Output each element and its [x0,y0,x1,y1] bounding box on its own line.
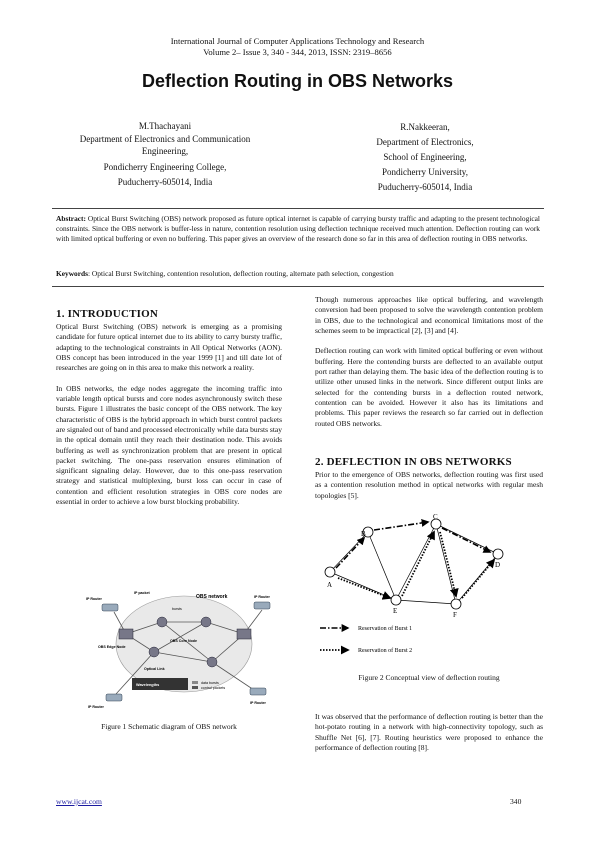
abstract-top-rule [52,208,544,209]
burst-1-path [336,522,490,568]
node-label-d: D [495,561,501,569]
figure-2-caption: Figure 2 Conceptual view of deflection routing [358,673,500,682]
left-column-text [56,322,282,518]
ip-router-icon [254,602,270,609]
author-name: M.Thachayani [138,121,192,131]
keywords-text: : Optical Burst Switching, contention resolution, deflection routing, alternate path selection, congestion [88,269,394,278]
journal-name: International Journal of Computer Applications Technology and Research [170,36,425,46]
ip-router-icon [102,604,118,611]
author-block-2 [330,120,520,195]
author-school: School of Engineering, [383,152,467,162]
network-links [330,524,501,604]
section-2-continued [315,712,543,763]
author-location: Puducherry-605014, India [377,182,473,192]
edge-node-icon [119,629,133,639]
ip-router-label: IP Router [88,705,104,709]
node-label-b: B [361,530,366,538]
paragraph: In OBS networks, the edge nodes aggregate the incoming traffic into variable length optical bursts and core nodes asynchronously switch these bursts. Figure 1 illustrates the basic concept of the OBS network. The key characteristic of OBS is the hybrid approach in which burst control packets are signaled out of band and processed electronically while data bursts stay in the optical domain until they reach their destination node. This avoids buffering as well as synchronization problem that are present in optical packet switching. The one-pass reservation ensures elimination of significant signaling delay. However, due to this one-pass reservation strategy and statistical multiplexing, burst loss can occur in case of contention and efficient resolution strategies in OBS core nodes are essential in order to achieve a low burst blocking probability. [56,383,282,507]
core-node-label: OBS Core Node [170,639,197,643]
right-column-text [315,295,543,439]
paragraph: It was observed that the performance of deflection routing is better than the hot-potato routing in a network with high-connectivity topology, such as Shuffle Net [6], [7]. Routing heuristics were proposed to enhance the performance of deflection routing [8]. [315,712,543,752]
keywords-label: Keywords [56,269,89,278]
control-packets-label: control packets [201,686,226,690]
author-name: R.Nakkeeran, [400,122,450,132]
author-dept: Department of Electronics and Communication Engineering, [79,133,251,156]
abstract-text: Optical Burst Switching (OBS) network proposed as future optical internet is capable of carrying bursty traffic and adapting to the present technological constraints. Since the OBS network is buffer-less in nature, contention resolution using deflection technique received much attention. Deflection routing can work with limited optical buffering or even no buffering. This paper gives an overview of the research done so far in this area of deflection routing in OBS networks. [56,214,540,244]
ip-router-label: IP Router [86,597,102,601]
paragraph: Deflection routing can work with limited optical buffering or even without buffering. Here the contending bursts are deflected to an available output port rather than delaying them. The basic idea of the deflection routing is to utilize other unused links in the network. Since different output links are selected for the contending bursts in a deflection routed network, contention can be avoided. However it also has its limitations and problems. This paper reviews the research so far carried out in deflection routed OBS networks. [315,346,543,428]
network-label: OBS network [196,594,228,600]
figure-1-caption: Figure 1 Schematic diagram of OBS network [101,722,237,731]
legend-swatch [192,686,198,689]
legend-burst-2-label: Reservation of Burst 2 [358,648,413,654]
bursts-label: bursts [172,607,182,611]
node-f [451,599,461,609]
section-heading-introduction: 1. INTRODUCTION [56,308,159,320]
paragraph: Optical Burst Switching (OBS) network is emerging as a promising candidate for future optical internet due to its ability to carry bursty traffic, adapting to the technological constraints in All Optical Networks (AON). OBS concept has been introduced in the year 1999 [1] and till date lot of researches are going on in this area to make this network a reality. [56,322,282,373]
keywords [56,269,540,279]
ip-router-label: IP Router [254,595,270,599]
node-a [325,567,335,577]
edge-node-label: OBS Edge Node [98,645,126,649]
ip-packet-label: IP packet [134,591,150,595]
node-label-c: C [433,513,438,521]
core-node-icon [207,657,217,667]
paper-title: Deflection Routing in OBS Networks [141,71,454,91]
author-institution: Pondicherry University, [382,167,468,177]
abstract [56,214,540,245]
wavelengths-label: Wavelengths [136,683,160,687]
author-dept: Department of Electronics, [376,137,474,147]
node-d [493,549,503,559]
abstract-bottom-rule [52,286,544,287]
journal-header [0,36,595,58]
footer-url-link[interactable]: www.ijcat.com [56,797,102,806]
obs-network-cloud [116,596,252,692]
figure-1-obs-network-diagram [84,582,278,712]
core-node-icon [149,647,159,657]
section-heading-deflection: 2. DEFLECTION IN OBS NETWORKS [315,456,512,468]
ip-router-label: IP Router [250,701,266,705]
node-e [391,595,401,605]
author-location: Puducherry-605014, India [117,177,213,187]
abstract-label: Abstract: [56,214,86,223]
legend-burst-1-label: Reservation of Burst 1 [358,626,413,632]
node-label-e: E [393,607,398,615]
section-2-intro [315,470,543,511]
journal-volume: Volume 2– Issue 3, 340 - 344, 2013, ISSN: 2319–8656 [203,47,392,57]
data-bursts-label: data bursts [201,681,219,685]
paragraph: Though numerous approaches like optical buffering, and wavelength conversion had been proposed to solve the wavelength contention problem in OBS, due to the technological and economical limitations most of the schemes seem to be impractical [2], [3] and [4]. [315,295,543,335]
node-label-f: F [453,611,457,619]
ip-router-icon [106,694,122,701]
core-node-icon [157,617,167,627]
optical-link-label: Optical Link [144,667,165,671]
author-institution: Pondicherry Engineering College, [103,161,227,172]
paragraph: Prior to the emergence of OBS networks, deflection routing was first used as a contention resolution method in optical networks with regular mesh topologies [5]. [315,470,543,500]
ip-router-icon [250,688,266,695]
edge-node-icon [237,629,251,639]
legend-swatch [192,681,198,684]
author-block-1 [60,120,270,189]
core-node-icon [201,617,211,627]
node-label-a: A [327,581,333,589]
figure-2-deflection-routing-diagram [318,510,540,660]
page-number: 340 [510,797,522,806]
